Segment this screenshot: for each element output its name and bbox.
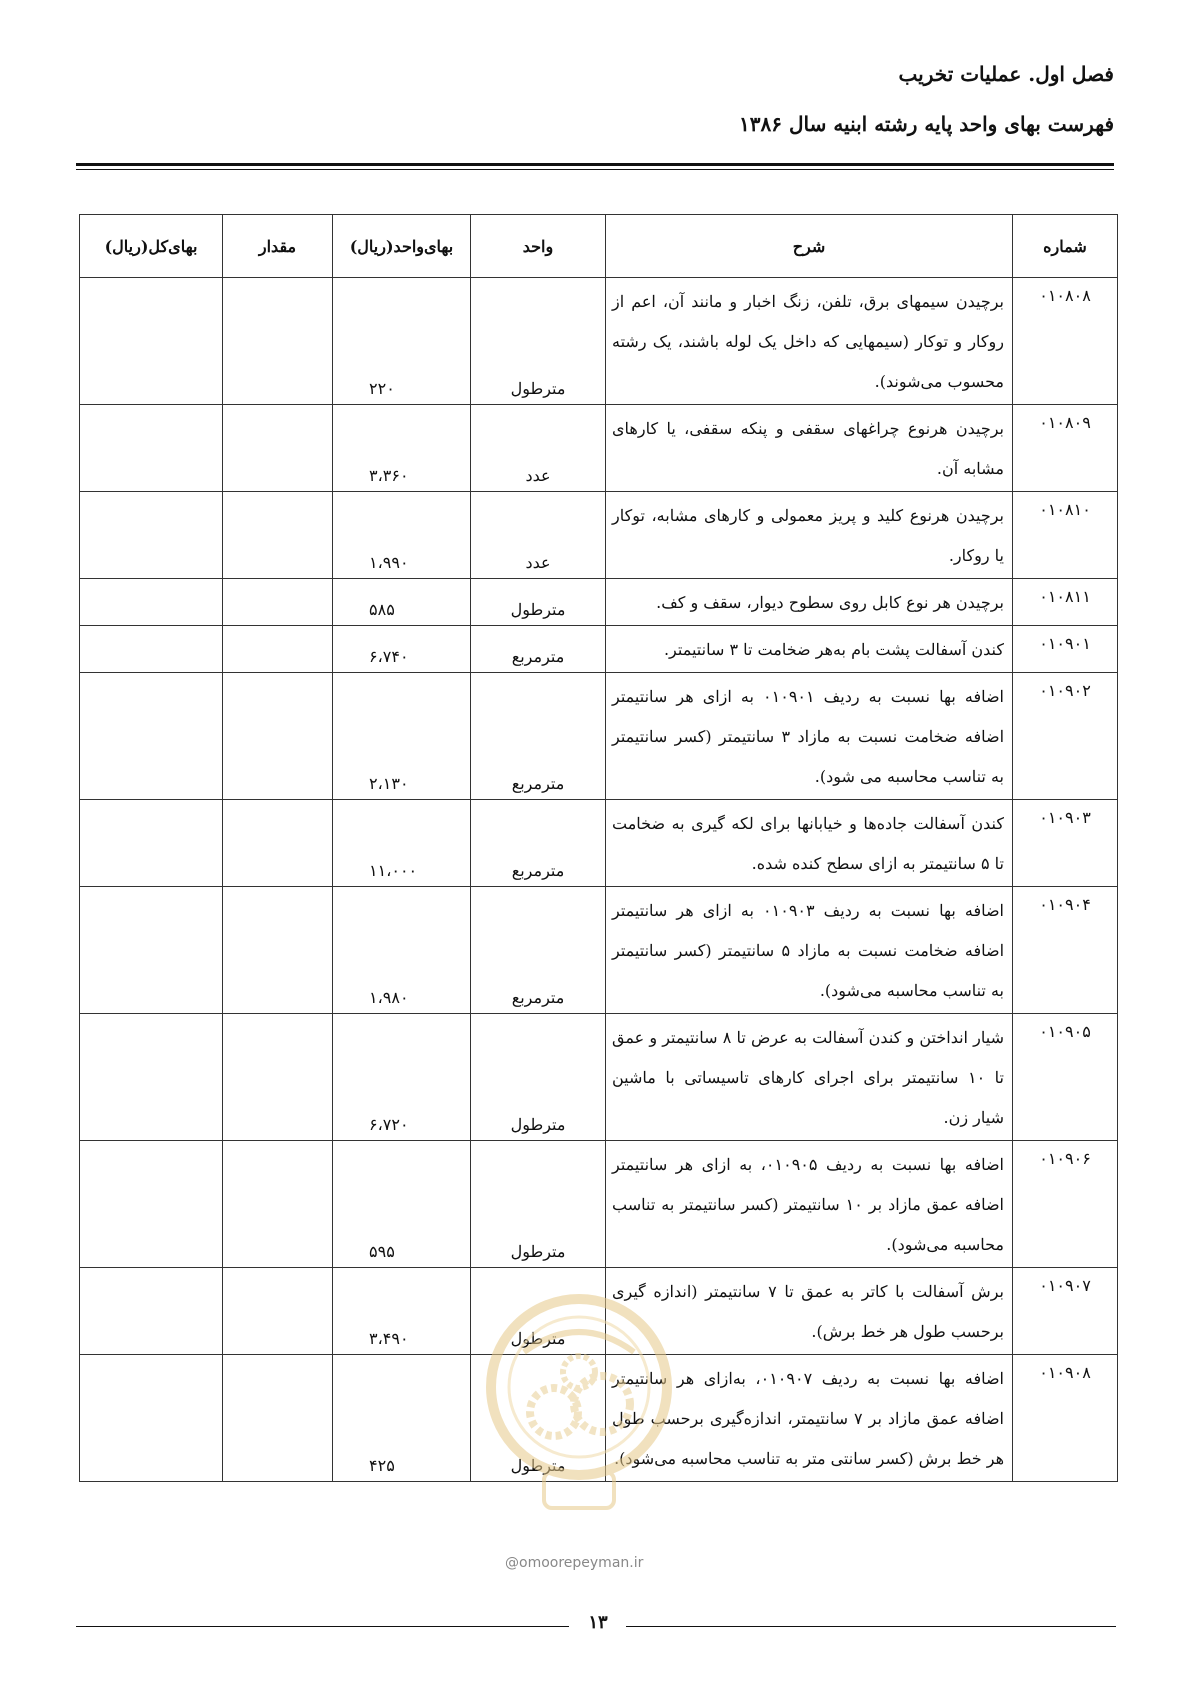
item-quantity	[223, 579, 333, 626]
item-description: کندن آسفالت جاده‌ها و خیابانها برای لکه گیری به ضخامت تا ۵ سانتیمتر به ازای سطح کنده شده.	[606, 800, 1013, 887]
item-total-price	[80, 1268, 223, 1355]
item-quantity	[223, 800, 333, 887]
item-quantity	[223, 626, 333, 673]
item-unit-price: ۶،۷۲۰	[333, 1014, 471, 1141]
footer-rule-right	[626, 1626, 1116, 1627]
watermark-url: @omoorepeyman.ir	[505, 1555, 644, 1571]
column-header-description: شرح	[606, 215, 1013, 278]
item-unit: مترطول	[471, 1268, 606, 1355]
price-list-table	[79, 214, 1118, 1482]
item-number: ۰۱۰۸۱۰	[1013, 492, 1118, 579]
item-quantity	[223, 673, 333, 800]
item-total-price	[80, 800, 223, 887]
header-rule-thick	[76, 163, 1114, 166]
footer-rule-left	[76, 1626, 569, 1627]
item-number: ۰۱۰۹۰۷	[1013, 1268, 1118, 1355]
item-quantity	[223, 405, 333, 492]
chapter-title: فصل اول. عملیات تخریب	[898, 62, 1114, 86]
table-row	[80, 278, 1118, 405]
table-row	[80, 579, 1118, 626]
item-unit: عدد	[471, 492, 606, 579]
item-number: ۰۱۰۹۰۳	[1013, 800, 1118, 887]
item-description: برچیدن هرنوع کلید و پریز معمولی و کارهای مشابه، توکار یا روکار.	[606, 492, 1013, 579]
page-number: ۱۳	[588, 1612, 608, 1633]
item-unit: مترمربع	[471, 800, 606, 887]
table-row	[80, 800, 1118, 887]
item-unit-price: ۱،۹۸۰	[333, 887, 471, 1014]
table-row	[80, 673, 1118, 800]
item-description: برچیدن هرنوع چراغهای سقفی و پنکه سقفی، یا کارهای مشابه آن.	[606, 405, 1013, 492]
column-header-unit: واحد	[471, 215, 606, 278]
item-total-price	[80, 405, 223, 492]
item-total-price	[80, 492, 223, 579]
header-rule-thin	[76, 169, 1114, 170]
item-total-price	[80, 1014, 223, 1141]
item-quantity	[223, 492, 333, 579]
item-unit-price: ۲۲۰	[333, 278, 471, 405]
item-number: ۰۱۰۹۰۴	[1013, 887, 1118, 1014]
item-unit-price: ۶،۷۴۰	[333, 626, 471, 673]
column-header-total-price: بهای‌کل(ریال)	[80, 215, 223, 278]
item-unit: مترمربع	[471, 673, 606, 800]
item-unit: مترمربع	[471, 626, 606, 673]
item-description: برچیدن سیمهای برق، تلفن، زنگ اخبار و مانند آن، اعم از روکار و توکار (سیمهایی که داخل یک لوله باشند، یک رشته محسوب می‌شوند).	[606, 278, 1013, 405]
item-unit-price: ۳،۳۶۰	[333, 405, 471, 492]
item-description: کندن آسفالت پشت بام به‌هر ضخامت تا ۳ سانتیمتر.	[606, 626, 1013, 673]
item-total-price	[80, 579, 223, 626]
item-unit: مترمربع	[471, 887, 606, 1014]
item-number: ۰۱۰۸۱۱	[1013, 579, 1118, 626]
item-number: ۰۱۰۸۰۹	[1013, 405, 1118, 492]
item-unit-price: ۲،۱۳۰	[333, 673, 471, 800]
item-quantity	[223, 278, 333, 405]
column-header-unit-price: بهای‌واحد(ریال)	[333, 215, 471, 278]
item-number: ۰۱۰۸۰۸	[1013, 278, 1118, 405]
table-row	[80, 492, 1118, 579]
item-number: ۰۱۰۹۰۵	[1013, 1014, 1118, 1141]
item-total-price	[80, 673, 223, 800]
item-quantity	[223, 1014, 333, 1141]
item-unit-price: ۵۸۵	[333, 579, 471, 626]
item-unit-price: ۱۱،۰۰۰	[333, 800, 471, 887]
item-description: اضافه بها نسبت به ردیف ۰۱۰۹۰۵، به ازای هر سانتیمتر اضافه عمق مازاد بر ۱۰ سانتیمتر (کسر سانتیمتر به تناسب محاسبه می‌شود).	[606, 1141, 1013, 1268]
item-description: برچیدن هر نوع کابل روی سطوح دیوار، سقف و کف.	[606, 579, 1013, 626]
item-total-price	[80, 1355, 223, 1482]
item-unit-price: ۵۹۵	[333, 1141, 471, 1268]
document-subtitle: فهرست بهای واحد پایه رشته ابنیه سال ۱۳۸۶	[739, 112, 1114, 136]
item-quantity	[223, 1141, 333, 1268]
item-total-price	[80, 887, 223, 1014]
item-description: اضافه بها نسبت به ردیف ۰۱۰۹۰۳ به ازای هر سانتیمتر اضافه ضخامت نسبت به مازاد ۵ سانتیمتر (کسر سانتیمتر به تناسب محاسبه می‌شود).	[606, 887, 1013, 1014]
item-total-price	[80, 1141, 223, 1268]
item-number: ۰۱۰۹۰۲	[1013, 673, 1118, 800]
page-header	[74, 62, 1114, 136]
table-row	[80, 1141, 1118, 1268]
item-quantity	[223, 887, 333, 1014]
item-unit-price: ۳،۴۹۰	[333, 1268, 471, 1355]
table-header-row	[80, 215, 1118, 278]
item-unit: عدد	[471, 405, 606, 492]
table-row	[80, 405, 1118, 492]
item-quantity	[223, 1268, 333, 1355]
item-unit: مترطول	[471, 1014, 606, 1141]
column-header-quantity: مقدار	[223, 215, 333, 278]
item-description: اضافه بها نسبت به ردیف ۰۱۰۹۰۱ به ازای هر سانتیمتر اضافه ضخامت نسبت به مازاد ۳ سانتیمتر (کسر سانتیمتر به تناسب محاسبه می شود).	[606, 673, 1013, 800]
item-total-price	[80, 278, 223, 405]
item-number: ۰۱۰۹۰۶	[1013, 1141, 1118, 1268]
table-row	[80, 887, 1118, 1014]
item-description: شیار انداختن و کندن آسفالت به عرض تا ۸ سانتیمتر و عمق تا ۱۰ سانتیمتر برای اجرای کارهای تاسیساتی با ماشین شیار زن.	[606, 1014, 1013, 1141]
item-description: اضافه بها نسبت به ردیف ۰۱۰۹۰۷، به‌ازای هر سانتیمتر اضافه عمق مازاد بر ۷ سانتیمتر، اندازه‌گیری برحسب طول هر خط برش (کسر سانتی متر به تناسب محاسبه می‌شود).	[606, 1355, 1013, 1482]
column-header-number: شماره	[1013, 215, 1118, 278]
item-description: برش آسفالت با کاتر به عمق تا ۷ سانتیمتر (اندازه گیری برحسب طول هر خط برش).	[606, 1268, 1013, 1355]
table-row	[80, 1014, 1118, 1141]
item-unit: مترطول	[471, 278, 606, 405]
table-row	[80, 626, 1118, 673]
item-total-price	[80, 626, 223, 673]
item-unit-price: ۱،۹۹۰	[333, 492, 471, 579]
item-unit-price: ۴۲۵	[333, 1355, 471, 1482]
table-row	[80, 1355, 1118, 1482]
item-unit: مترطول	[471, 579, 606, 626]
table-row	[80, 1268, 1118, 1355]
item-unit: مترطول	[471, 1141, 606, 1268]
item-unit: مترطول	[471, 1355, 606, 1482]
item-quantity	[223, 1355, 333, 1482]
item-number: ۰۱۰۹۰۸	[1013, 1355, 1118, 1482]
item-number: ۰۱۰۹۰۱	[1013, 626, 1118, 673]
